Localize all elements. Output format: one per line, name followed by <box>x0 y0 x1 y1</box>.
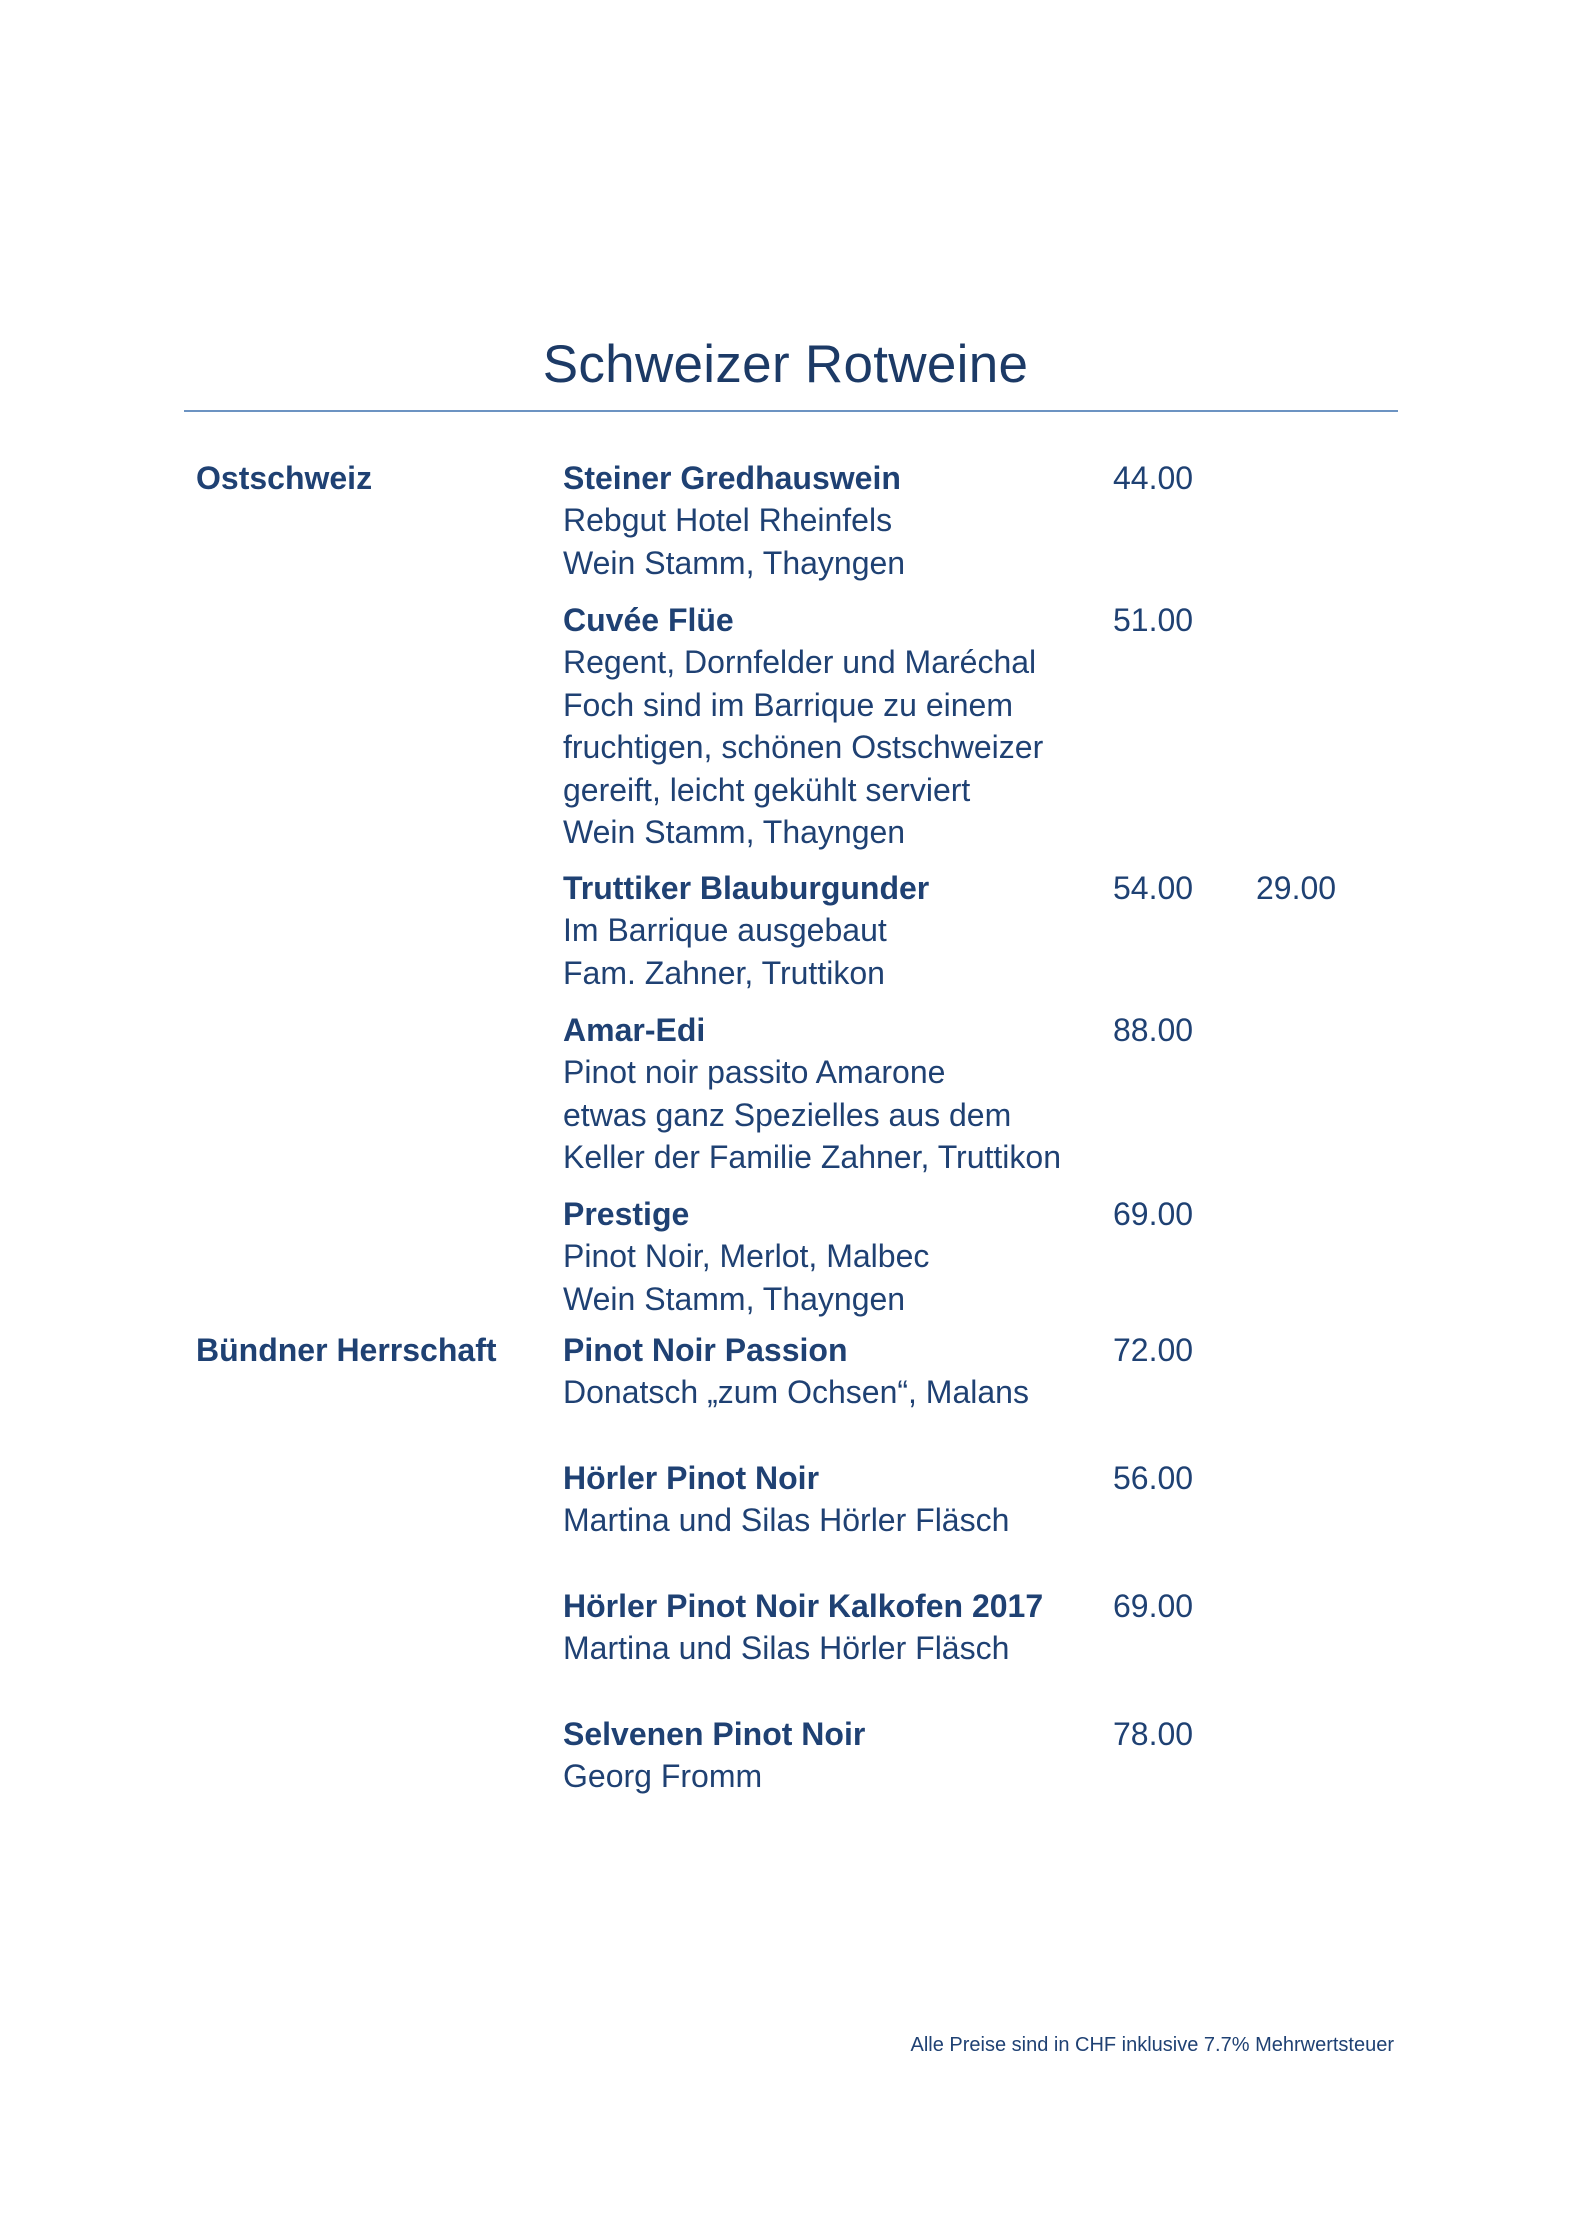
wine-name: Pinot Noir Passion <box>563 1332 848 1368</box>
wine-price: 88.00 <box>1113 1012 1194 1048</box>
wine-price: 69.00 <box>1113 1588 1194 1624</box>
wine-description-line: Martina und Silas Hörler Fläsch <box>563 1630 1010 1666</box>
wine-description-line: Wein Stamm, Thayngen <box>563 1280 906 1317</box>
wine-name: Hörler Pinot Noir <box>563 1460 820 1496</box>
wine-description-line: Pinot Noir, Merlot, Malbec <box>563 1238 930 1274</box>
wine-description-line: Pinot noir passito Amarone <box>563 1054 946 1090</box>
wine-entry <box>563 1329 1123 1414</box>
wine-description-line: etwas ganz Spezielles aus dem <box>563 1096 1012 1133</box>
wine-price: 44.00 <box>1113 460 1194 496</box>
wine-price: 54.00 <box>1113 870 1194 906</box>
wine-name: Amar-Edi <box>563 1012 706 1048</box>
wine-description-line: Regent, Dornfelder und Maréchal <box>563 644 1037 680</box>
wine-description-line: Wein Stamm, Thayngen <box>563 544 906 581</box>
wine-entry <box>563 1585 1123 1670</box>
wine-price: 69.00 <box>1113 1196 1194 1232</box>
wine-name: Prestige <box>563 1196 690 1232</box>
price-footnote: Alle Preise sind in CHF inklusive 7.7% Mehrwertsteuer <box>910 2034 1394 2056</box>
wine-name: Cuvée Flüe <box>563 602 734 638</box>
wine-description-line: Foch sind im Barrique zu einem <box>563 686 1013 723</box>
wine-entry <box>563 457 1123 584</box>
wine-description-line: Georg Fromm <box>563 1758 763 1794</box>
wine-name: Steiner Gredhauswein <box>563 460 901 496</box>
wine-description-line: Im Barrique ausgebaut <box>563 912 887 948</box>
wine-name: Truttiker Blauburgunder <box>563 870 930 906</box>
wine-entry <box>563 599 1123 854</box>
wine-description-line: Rebgut Hotel Rheinfels <box>563 502 893 538</box>
wine-name: Hörler Pinot Noir Kalkofen 2017 <box>563 1588 1044 1624</box>
page-title: Schweizer Rotweine <box>542 335 1029 394</box>
wine-description-line: fruchtigen, schönen Ostschweizer <box>563 729 1044 765</box>
wine-price: 56.00 <box>1113 1460 1194 1496</box>
wine-description-line: Martina und Silas Hörler Fläsch <box>563 1502 1010 1538</box>
wine-description-line: Fam. Zahner, Truttikon <box>563 954 885 991</box>
wine-price: 78.00 <box>1113 1716 1194 1752</box>
title-divider <box>184 410 1398 412</box>
region-label-buendner-herrschaft: Bündner Herrschaft <box>196 1332 497 1368</box>
wine-name: Selvenen Pinot Noir <box>563 1716 866 1752</box>
wine-description-line: Donatsch „zum Ochsen“, Malans <box>563 1374 1029 1410</box>
wine-entry <box>563 1193 1123 1320</box>
wine-price-secondary: 29.00 <box>1256 870 1337 906</box>
wine-entry <box>563 1713 1123 1798</box>
wine-description-line: gereift, leicht gekühlt serviert <box>563 771 971 808</box>
wine-price: 51.00 <box>1113 602 1194 638</box>
wine-price: 72.00 <box>1113 1332 1194 1368</box>
wine-entry <box>563 1457 1123 1542</box>
wine-description-line: Wein Stamm, Thayngen <box>563 814 906 850</box>
wine-entry <box>563 1009 1123 1179</box>
region-label-ostschweiz: Ostschweiz <box>196 460 373 496</box>
wine-entry <box>563 867 1123 994</box>
wine-description-line: Keller der Familie Zahner, Truttikon <box>563 1139 1061 1175</box>
